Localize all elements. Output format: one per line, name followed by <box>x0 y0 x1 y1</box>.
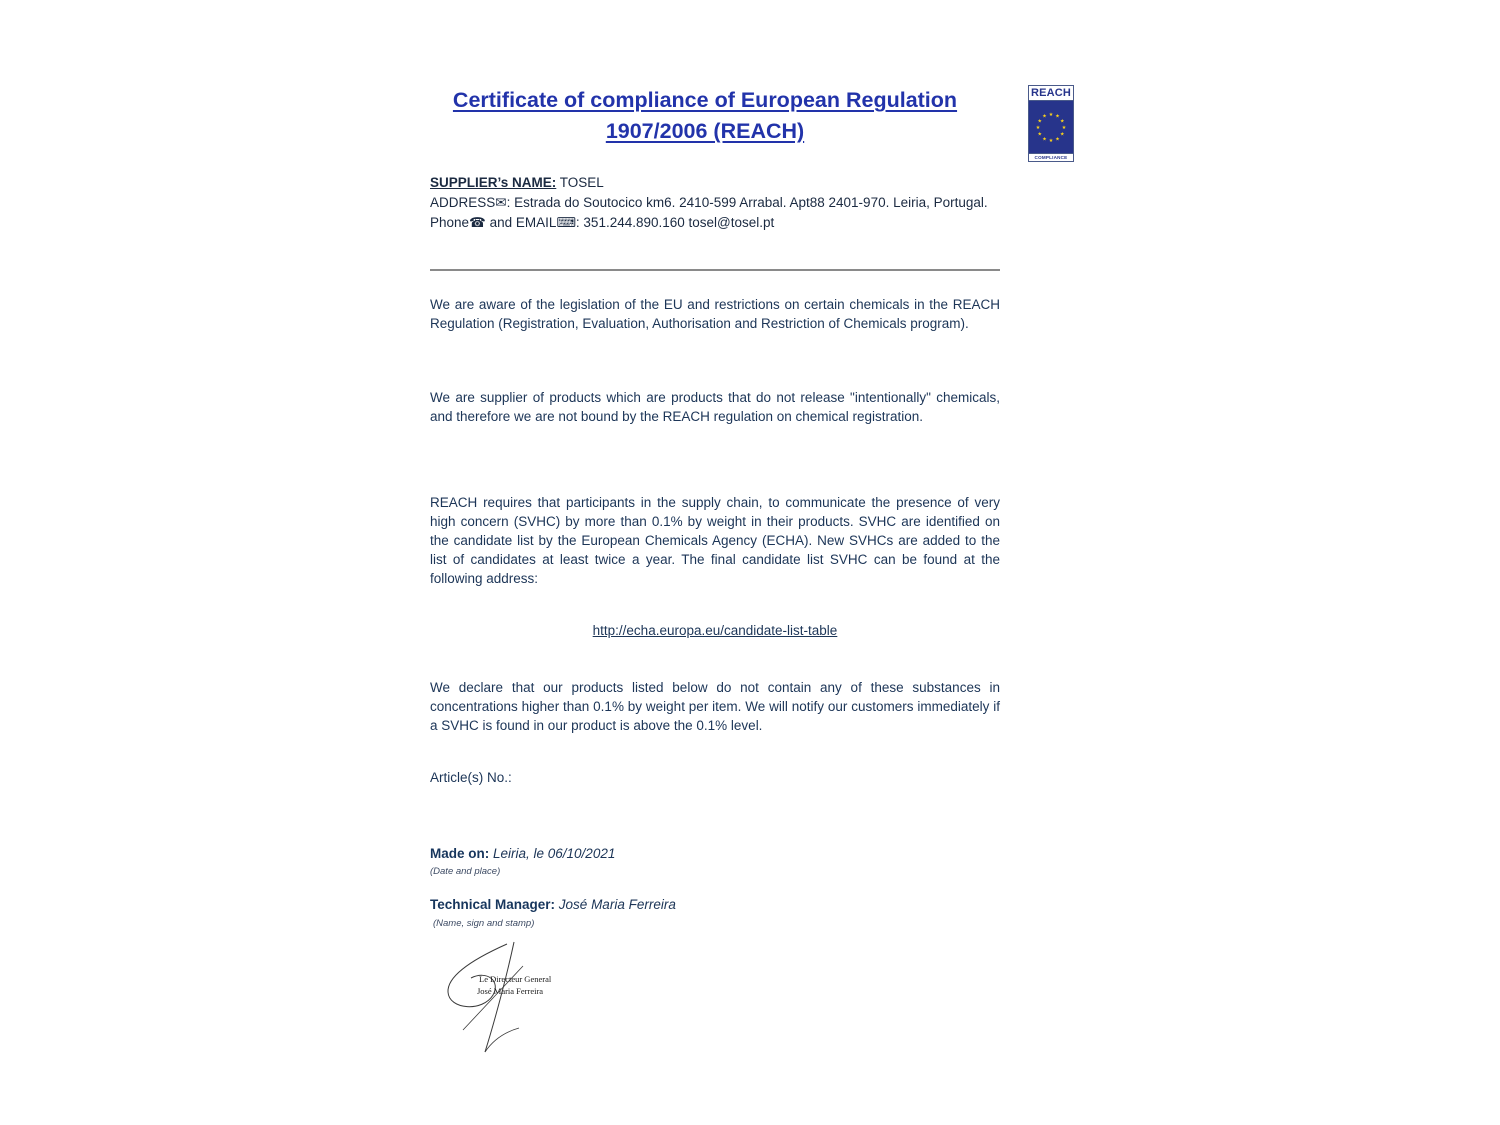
eu-stars-icon <box>1029 101 1073 153</box>
signature-title-text: Le Directeur General <box>479 974 552 984</box>
reach-compliance-logo <box>1028 85 1074 162</box>
svg-text:★: ★ <box>1035 125 1041 131</box>
svg-text:★: ★ <box>1042 136 1047 143</box>
paragraph-awareness: We are aware of the legislation of the EU and restrictions on certain chemicals in the REACH Regulation (Registration, Evaluation, Authorisation and Restriction of Chemicals program). <box>430 297 1000 331</box>
date-place-note: (Date and place) <box>430 866 501 877</box>
echa-link-container <box>430 623 1000 638</box>
candidate-list-link[interactable]: http://echa.europa.eu/candidate-list-table <box>592 623 838 638</box>
supplier-name-label: SUPPLIER’s NAME: <box>430 175 557 190</box>
svg-text:★: ★ <box>1037 131 1042 138</box>
signature-name-text: José Maria Ferreira <box>477 986 544 996</box>
paragraph-supplier-statement: We are supplier of products which are products that do not release "intentionally" chemicals, and therefore we are not bound by the REACH regulation on chemical registration. <box>430 390 1000 424</box>
svg-text:★: ★ <box>1061 125 1067 131</box>
supplier-address-line <box>430 193 1000 213</box>
paragraph-reach-requirements: REACH requires that participants in the supply chain, to communicate the presence of very high concern (SVHC) by more than 0.1% by weight in their products. SVHC are identified on the candidate list by the European Chemicals Agency (ECHA). New SVHCs are added to the list of candidates at least twice a year. The final candidate list SVHC can be found at the following address: <box>430 495 1000 586</box>
signature-icon <box>435 940 595 1065</box>
svg-text:★: ★ <box>1055 113 1060 120</box>
email-label: and EMAIL <box>485 215 557 230</box>
svg-text:★: ★ <box>1042 113 1047 120</box>
svg-text:★: ★ <box>1048 112 1054 118</box>
signature-block <box>435 940 595 1065</box>
technical-manager-line <box>430 897 676 912</box>
supplier-block <box>430 173 1000 233</box>
svg-text:★: ★ <box>1037 118 1042 125</box>
printer-icon: ⌨ <box>556 215 576 230</box>
svg-text:★: ★ <box>1060 131 1065 138</box>
made-on-label: Made on: <box>430 846 490 861</box>
title-line-1: Certificate of compliance of European Regulation <box>452 88 958 112</box>
page-title <box>430 85 980 147</box>
envelope-icon: ✉ <box>495 195 507 210</box>
contact-value: : 351.244.890.160 tosel@tosel.pt <box>575 215 775 230</box>
article-number-label: Article(s) No.: <box>430 770 512 785</box>
title-line-2: 1907/2006 (REACH) <box>605 119 805 143</box>
address-value: : Estrada do Soutocico km6. 2410-599 Arrabal. Apt88 2401-970. Leiria, Portugal. <box>506 195 988 210</box>
address-label: ADDRESS <box>430 195 496 210</box>
svg-text:★: ★ <box>1055 136 1060 143</box>
svg-text:★: ★ <box>1048 138 1054 144</box>
made-on-line <box>430 846 615 861</box>
compliance-label: COMPLIANCE <box>1029 153 1073 161</box>
name-sign-stamp-note: (Name, sign and stamp) <box>433 918 535 929</box>
made-on-value: Leiria, le 06/10/2021 <box>489 846 616 861</box>
phone-label: Phone <box>430 215 470 230</box>
supplier-name-line <box>430 173 1000 193</box>
supplier-name-value: TOSEL <box>556 175 604 190</box>
divider-line <box>430 269 1000 271</box>
technical-manager-value: José Maria Ferreira <box>555 897 676 912</box>
paragraph-declaration: We declare that our products listed below do not contain any of these substances in concentrations higher than 0.1% by weight per item. We will notify our customers immediately if a SVHC is found in our product is above the 0.1% level. <box>430 680 1000 733</box>
reach-logo-label: REACH <box>1030 87 1072 99</box>
supplier-contact-line <box>430 213 1000 233</box>
svg-text:★: ★ <box>1060 118 1065 125</box>
technical-manager-label: Technical Manager: <box>430 897 556 912</box>
phone-icon: ☎ <box>469 215 486 230</box>
